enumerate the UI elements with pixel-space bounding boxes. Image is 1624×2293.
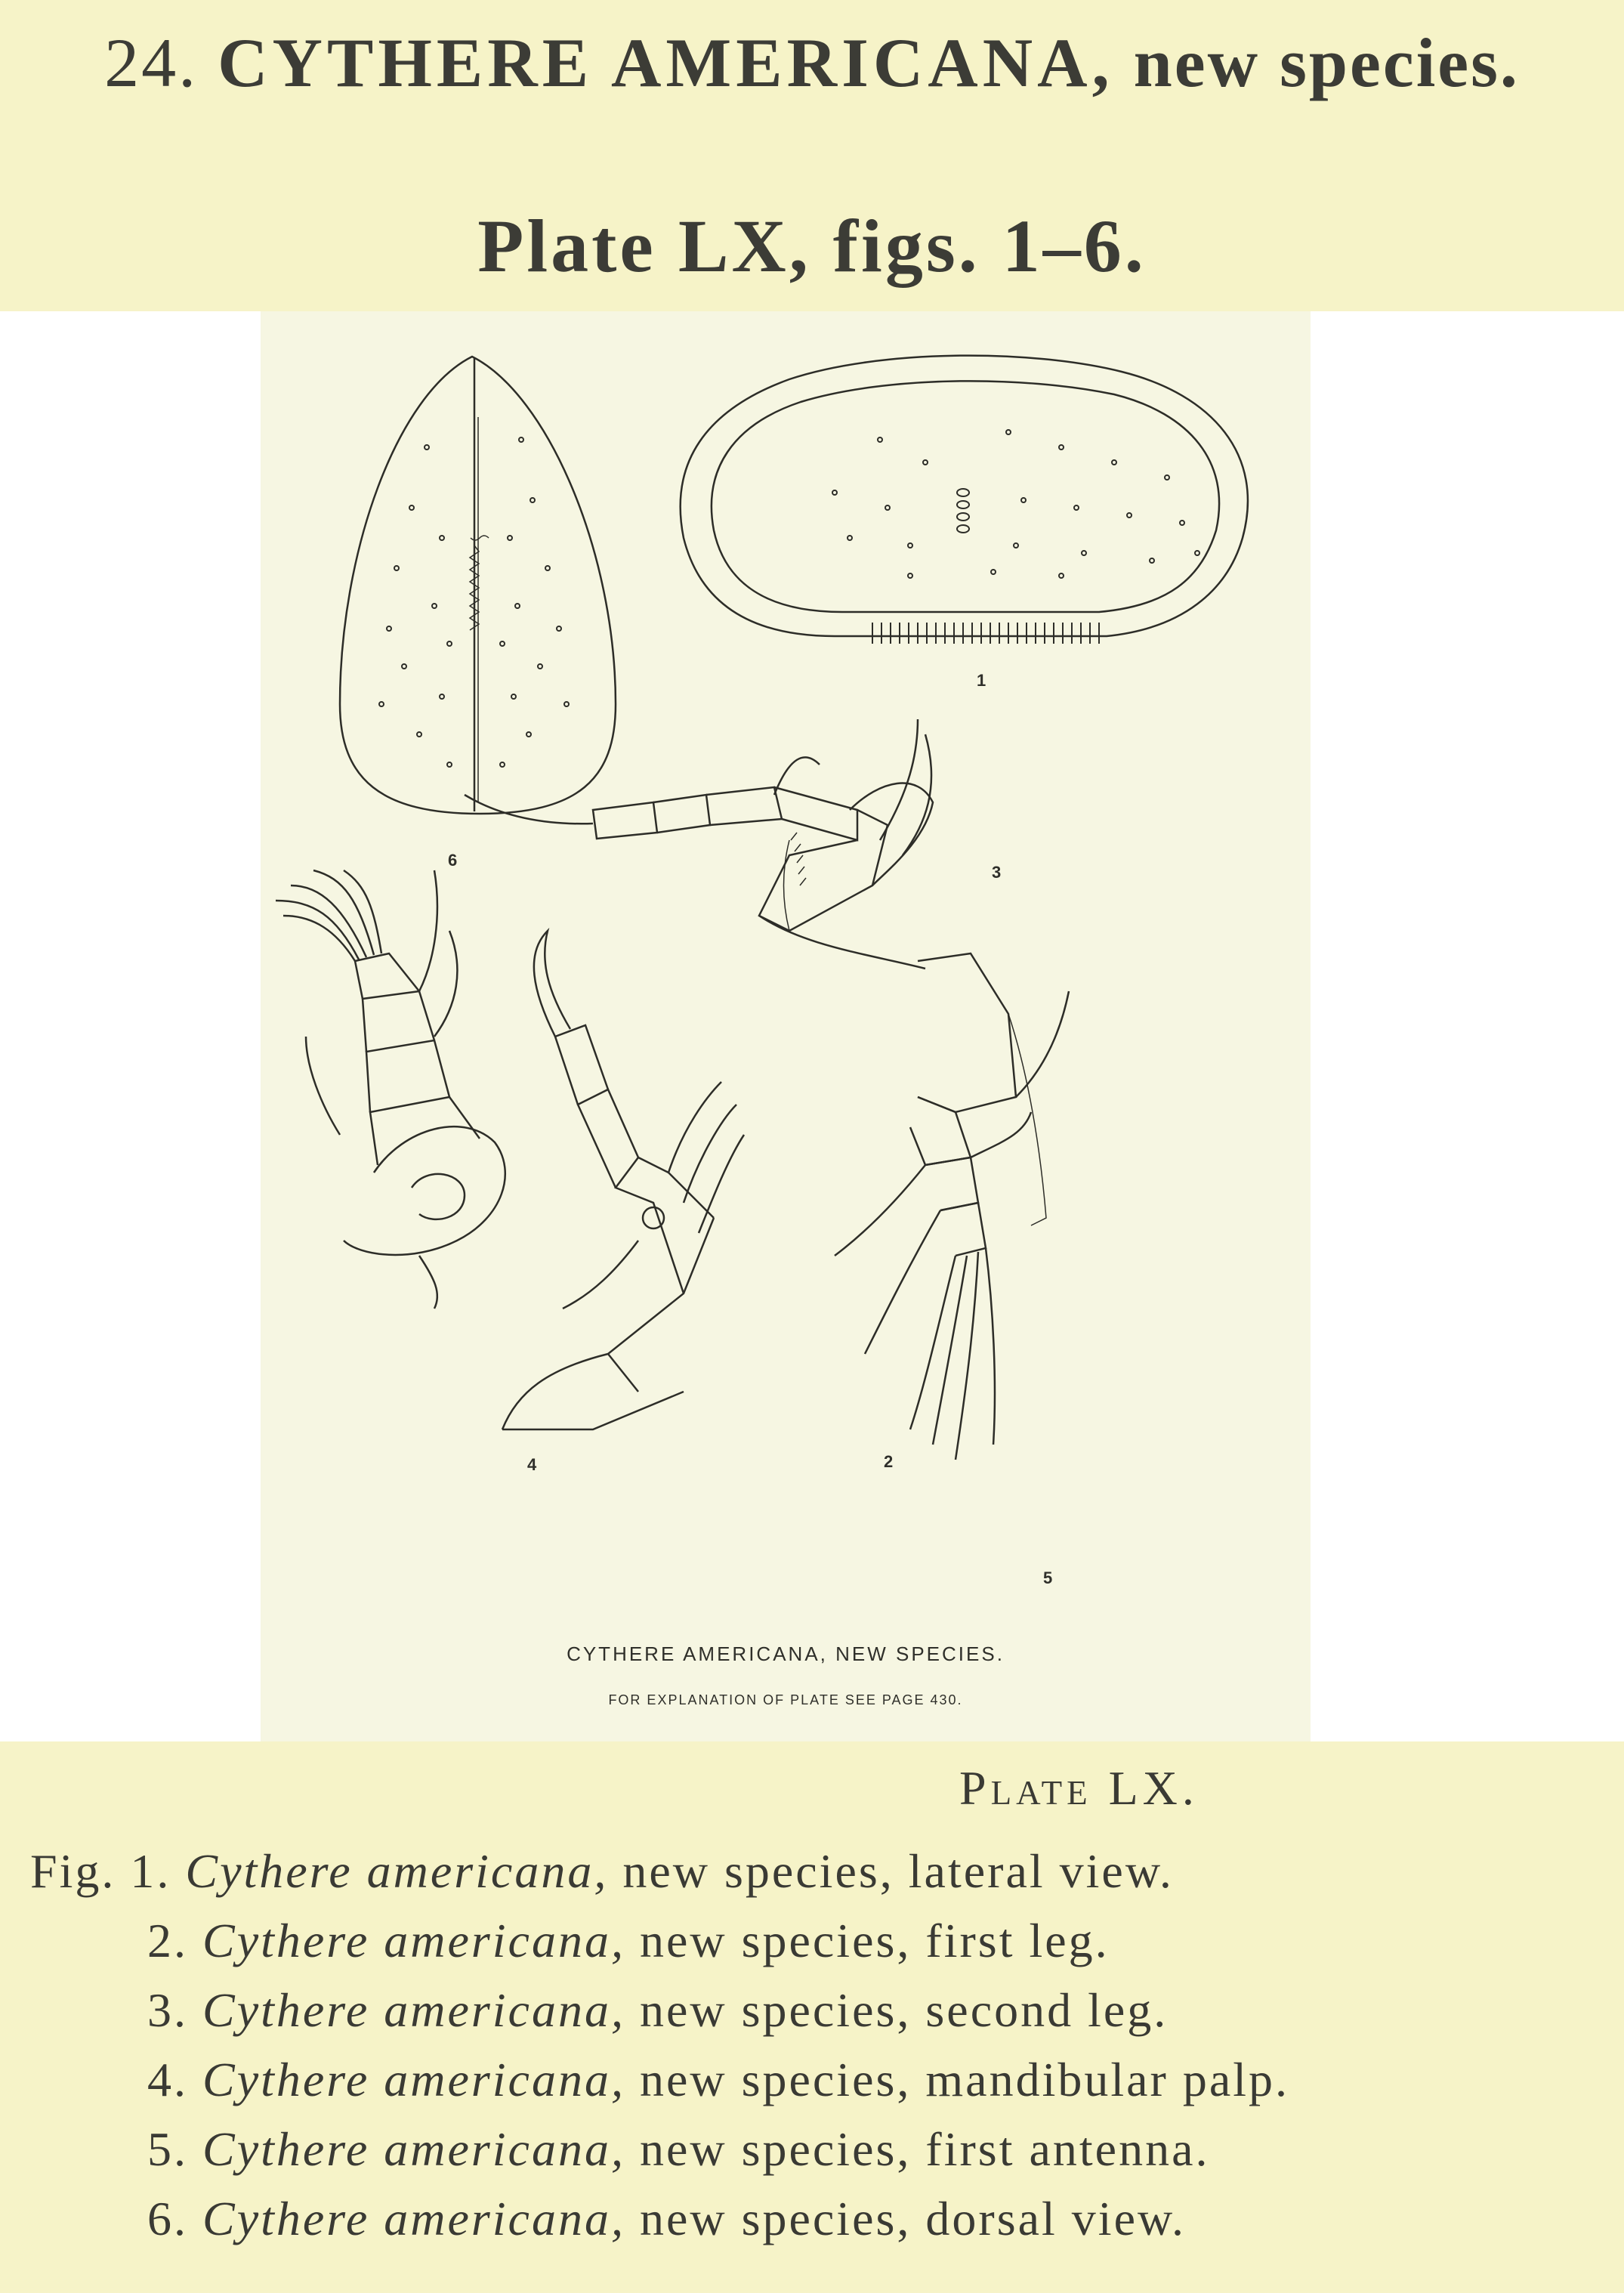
legend-taxon: Cythere americana,	[202, 2122, 625, 2176]
plate-reference: Plate LX, figs. 1–6.	[477, 204, 1147, 288]
legend-taxon: Cythere americana,	[185, 1844, 609, 1898]
legend-description: new species, first leg.	[639, 1914, 1110, 1967]
legend-item-3	[147, 1982, 1168, 2038]
legend-taxon: Cythere americana,	[202, 1914, 625, 1967]
legend-number: 5.	[147, 2122, 188, 2176]
legend-description: new species, first antenna.	[639, 2122, 1210, 2176]
legend-taxon: Cythere americana,	[202, 1983, 625, 2037]
figure-label-1: 1	[977, 671, 986, 690]
species-heading	[0, 23, 1624, 103]
figure-2-first-leg	[502, 931, 744, 1429]
figure-label-4: 4	[527, 1455, 537, 1474]
legend-taxon: Cythere americana,	[202, 2053, 625, 2106]
figure-label-3: 3	[992, 863, 1002, 882]
legend-number: Fig. 1.	[30, 1844, 171, 1898]
legend-number: 6.	[147, 2192, 188, 2245]
figure-6-dorsal-view	[340, 357, 616, 814]
legend-item-6	[147, 2191, 1186, 2247]
legend-number: 4.	[147, 2053, 188, 2106]
figure-label-6: 6	[448, 851, 458, 870]
species-title: CYTHERE AMERICANA,	[218, 24, 1114, 101]
legend-item-4	[147, 2052, 1289, 2108]
legend-description: new species, dorsal view.	[639, 2192, 1187, 2245]
legend-description: new species, second leg.	[639, 1983, 1169, 2037]
legend-item-1	[30, 1843, 1174, 1899]
figure-5-first-antenna	[835, 953, 1069, 1460]
plate-caption: CYTHERE AMERICANA, NEW SPECIES.	[567, 1642, 1005, 1665]
species-suffix: new species.	[1133, 24, 1520, 101]
figure-label-5: 5	[1043, 1568, 1053, 1587]
legend-item-5	[147, 2121, 1209, 2177]
explanation-title: Plate LX.	[959, 1761, 1199, 1815]
figure-3-second-leg	[465, 719, 933, 969]
legend-item-2	[147, 1913, 1110, 1969]
plate-drawings	[261, 311, 1311, 1741]
plate-illustration	[261, 311, 1311, 1741]
legend-number: 2.	[147, 1914, 188, 1967]
legend-description: new species, mandibular palp.	[639, 2053, 1290, 2106]
figure-label-2: 2	[884, 1452, 894, 1471]
legend-description: new species, lateral view.	[622, 1844, 1174, 1898]
species-number: 24.	[104, 24, 199, 101]
figure-4-mandibular-palp	[276, 870, 505, 1309]
legend-number: 3.	[147, 1983, 188, 2037]
legend-taxon: Cythere americana,	[202, 2192, 625, 2245]
figure-1-lateral-view	[681, 356, 1248, 644]
plate-subcaption: FOR EXPLANATION OF PLATE SEE PAGE 430.	[608, 1692, 963, 1707]
